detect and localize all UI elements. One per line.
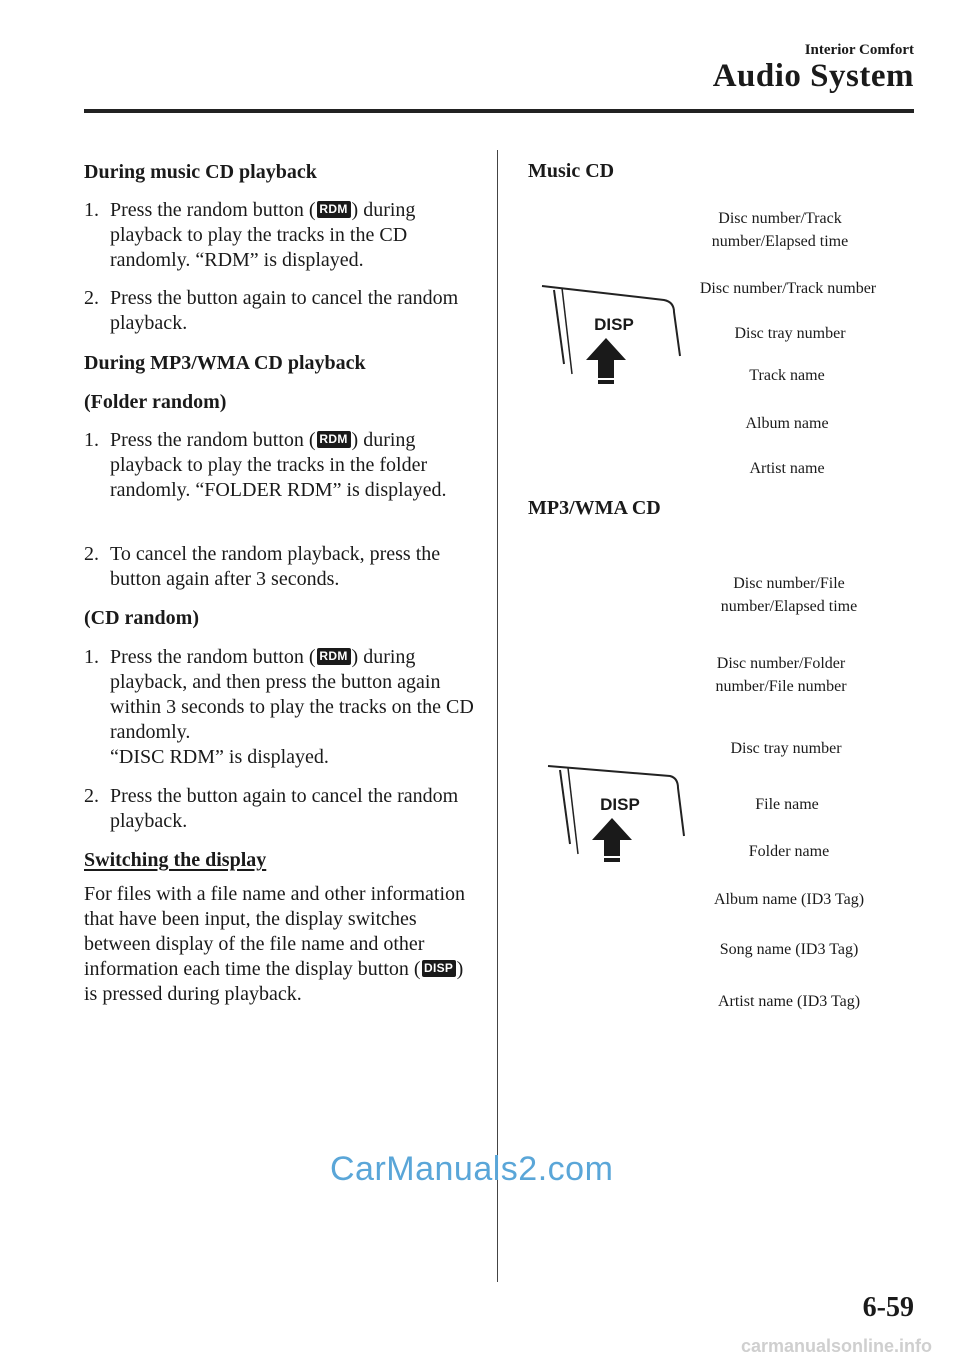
step-text-pre: Press the random button ( [110,429,316,451]
folder-random-heading: (Folder random) [84,391,227,413]
step-number: 1. [84,199,99,221]
step-text-post: ) during playback to play the tracks in the folder randomly. “FOLDER RDM” is displayed. [110,429,447,501]
rdm-button-icon: RDM [317,648,351,665]
music-step-1 [84,198,474,273]
press-arrow-icon [592,818,632,856]
step-text-pre: Press the random button ( [110,646,316,668]
panel-edge [554,290,564,364]
paragraph-text-pre: For files with a file name and other information that have been input, the display switches between display of the file name and other information each time the display button ( [84,883,466,980]
label-disc-track-elapsed: Disc number/Track number/Elapsed time [711,210,849,250]
disp-button-label: DISP [594,315,634,334]
panel-edge [560,770,570,844]
mp3-wma-cd-heading: MP3/WMA CD [528,497,661,519]
rdm-button-icon: RDM [317,431,351,448]
header-rule [84,109,914,113]
label-folder-name: Folder name [748,843,830,860]
label-track-name: Track name [749,367,825,384]
folder-step-1 [84,428,474,503]
label-album-name: Album name [745,415,829,432]
music-step-2 [84,286,474,336]
music-cd-disp-illustration [536,282,686,386]
label-disc-tray-number: Disc tray number [734,325,846,342]
step-text-post: ) during playback, and then press the button again within 3 seconds to play the tracks on the CD randomly. [110,646,474,743]
cd-step-1 [84,645,474,770]
label-album-id3: Album name (ID3 Tag) [713,891,865,908]
label-file-name: File name [755,796,819,813]
step-number: 2. [84,785,99,807]
music-cd-heading: Music CD [528,160,615,182]
cd-random-heading: (CD random) [84,607,199,629]
folder-step-2 [84,542,474,592]
step-text-post: ) during playback to play the tracks in the CD randomly. “RDM” is displayed. [110,199,416,271]
label-song-id3: Song name (ID3 Tag) [719,941,859,958]
label-artist-id3: Artist name (ID3 Tag) [717,993,861,1010]
cd-step-2 [84,784,474,834]
mp3-playback-heading: During MP3/WMA CD playback [84,352,366,374]
disp-button-icon: DISP [422,960,456,977]
section-name: Interior Comfort [804,42,914,58]
switching-display-paragraph [84,882,476,1007]
step-number: 1. [84,646,99,668]
disp-button-label: DISP [600,795,640,814]
step-number: 1. [84,429,99,451]
site-footer: carmanualsonline.info [740,1336,932,1356]
step-number: 2. [84,287,99,309]
switching-display-heading: Switching the display [84,849,267,871]
label-disc-folder-file: Disc number/Folder number/File number [715,655,847,695]
step-text: Press the button again to cancel the random playback. [110,785,459,832]
step-text: To cancel the random playback, press the button again after 3 seconds. [110,543,441,590]
press-arrow-icon [586,338,626,378]
step-text-extra: “DISC RDM” is displayed. [110,746,329,768]
rdm-button-icon: RDM [317,201,351,218]
music-cd-playback-heading: During music CD playback [84,161,317,183]
arrow-base [604,858,620,862]
label-disc-file-elapsed: Disc number/File number/Elapsed time [720,575,858,615]
page-title: Audio System [712,58,914,94]
column-divider [497,150,498,1282]
mp3-disp-illustration [542,762,692,866]
watermark: CarManuals2.com [330,1150,614,1188]
arrow-base [598,380,614,384]
step-number: 2. [84,543,99,565]
label-artist-name: Artist name [749,460,825,477]
label-disc-track-number: Disc number/Track number [699,280,877,297]
page-number: 6-59 [862,1292,914,1323]
paragraph-text-post: ) is pressed during playback. [84,958,464,1005]
step-text-pre: Press the random button ( [110,199,316,221]
step-text: Press the button again to cancel the random playback. [110,287,459,334]
label-disc-tray-number-mp3: Disc tray number [730,740,842,757]
